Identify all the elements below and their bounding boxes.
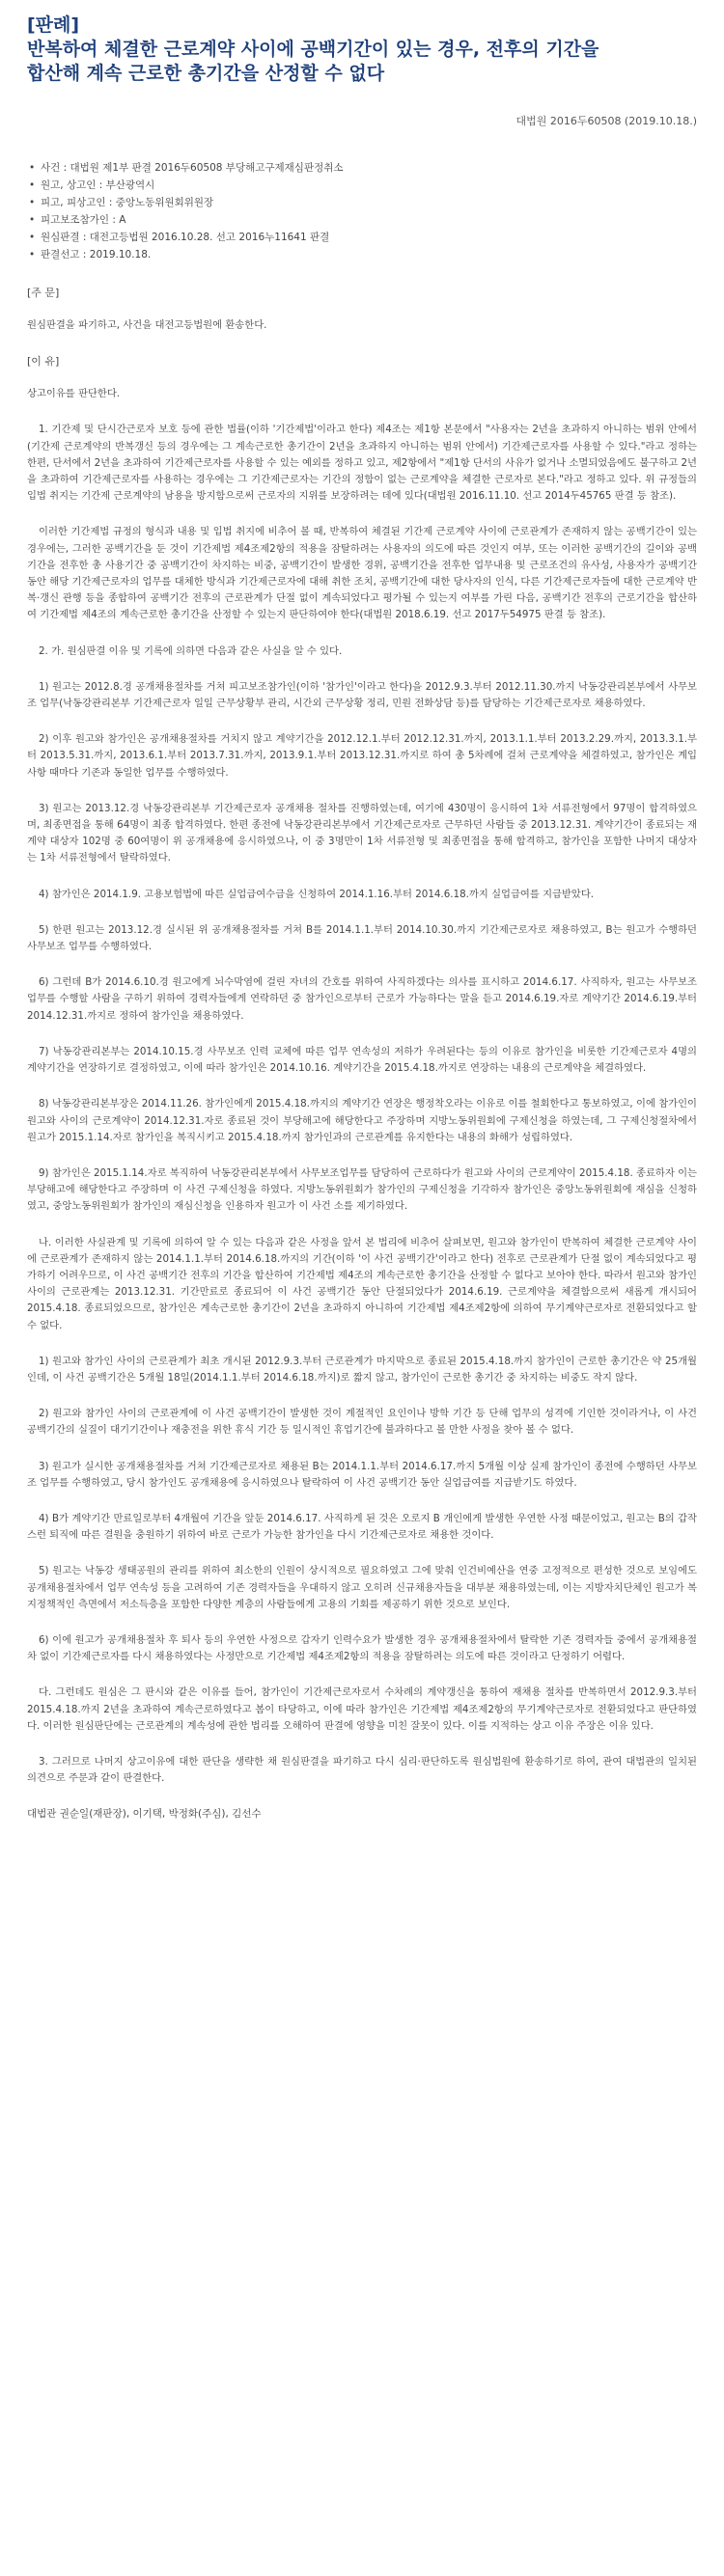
paragraph: 1. 기간제 및 단시간근로자 보호 등에 관한 법률(이하 '기간제법'이라고 한다) 제4조는 제1항 본문에서 "사용자는 2년을 초과하지 아니하는 범위 안에서(기간제 근로계약의 반복갱신 등의 경우에는 그 계속근로한 총기간이 2년을 초과하지 아니하는 범위 안에서) 기간제근로자를 사용할 수 있다."라고 정하는 한편, 단서에서 2년을 초과하여 기간제근로자를 사용할 수 있는 예외를 정하고 있고, 제2항에서 "제1항 단서의 사유가 없거나 소멸되었음에도 불구하고 2년을 초과하여 기간제근로자를 사용하는 경우에는 그 기간제근로자는 기간의 정함이 없는 근로계약을 체결한 근로자로 본다."라고 정하고 있다. 위 규정들의 입법 취지는 기간제 근로계약의 남용을 방지함으로써 근로자의 지위를 보장하려는 데에 있다(대법원 2016.11.10. 선고 2014두45765 판결 등 참조).: [27, 424, 697, 503]
meta-item-case: • 사건 : 대법원 제1부 판결 2016두60508 부당해고구제재심판정취소: [27, 159, 697, 177]
meta-item-lower-court: • 원심판결 : 대전고등법원 2016.10.28. 선고 2016누11641 판결: [27, 229, 697, 246]
case-reference: 대법원 2016두60508 (2019.10.18.): [515, 115, 697, 127]
meta-item-defendant: • 피고, 피상고인 : 중앙노동위원회위원장: [27, 194, 697, 211]
paragraph: 2. 가. 원심판결 이유 및 기록에 의하면 다음과 같은 사실을 알 수 있다.: [39, 644, 343, 657]
paragraph: 이러한 기간제법 규정의 형식과 내용 및 입법 취지에 비추어 볼 때, 반복하여 체결된 기간제 근로계약 사이에 근로관계가 존재하지 않는 공백기간이 있는 경우에는, 그러한 공백기간을 둔 것이 기간제법 제4조제2항의 적용을 잠탈하려는 사용자의 의도에 따른 것인지 여부, 또는 이러한 공백기간의 길이와 공백기간을 전후한 총 사용기간 중 공백기간이 차지하는 비중, 공백기간이 발생한 경위, 공백기간을 전후한 업무내용 및 근로조건의 유사성, 사용자가 공백기간 동안 해당 기간제근로자의 업무를 대체한 방식과 기간제근로자에 대해 취한 조치, 공백기간에 대한 당사자의 인식, 다른 기간제근로자들에 대한 근로계약 반복·갱신 관행 등을 종합하여 공백기간 전후의 근로관계가 단절 없이 계속되었다고 평가될 수 있는지 여부를 가린 다음, 공백기간 전후의 근로기간을 합산하여 기간제법 제4조의 계속근로한 총기간을 산정할 수 있는지 판단하여야 한다(대법원 2018.6.19. 선고 2017두54975 판결 등 참조).: [27, 526, 697, 621]
section-heading-order: [주 문]: [27, 287, 60, 299]
justices-signature: 대법관 권순일(재판장), 이기택, 박정화(주심), 김선수: [27, 1808, 262, 1821]
title-line: 합산해 계속 근로한 총기간을 산정할 수 없다: [27, 63, 385, 84]
meta-item-plaintiff: • 원고, 상고인 : 부산광역시: [27, 177, 697, 194]
paragraph: 3) 원고는 2013.12.경 낙동강관리본부 기간제근로자 공개채용 절차를 진행하였는데, 여기에 430명이 응시하여 1차 서류전형에서 97명이 합격하였으며, 최종면접을 통해 64명이 최종 합격하였다. 한편 종전에 낙동강관리본부에서 기간제근로자로 근무하던 사람들 중 2013.12.31. 계약기간이 종료되는 재계약 대상자 102명 중 60여명이 위 공개채용에 응시하였으나, 이 중 3명만이 1차 서류전형 및 최종면접을 통해 합격하고, 참가인을 포함한 나머지 대상자는 1차 서류전형에서 탈락하였다.: [27, 802, 697, 864]
reason-intro: 상고이유를 판단한다.: [27, 388, 121, 400]
paragraph: 4) B가 계약기간 만료일로부터 4개월여 기간을 앞둔 2014.6.17. 사직하게 된 것은 오로지 B 개인에게 발생한 우연한 사정 때문이었고, 원고는 B의 갑작스런 퇴직에 따른 결원을 충원하기 위하여 바로 근로가 가능한 참가인을 다시 기간제근로자로 채용한 것이다.: [27, 1512, 697, 1542]
order-text: 원심판결을 파기하고, 사건을 대전고등법원에 환송한다.: [27, 319, 267, 331]
title-tag: [판례]: [27, 14, 80, 36]
paragraph: 2) 이후 원고와 참가인은 공개채용절차를 거치지 않고 계약기간을 2012.12.1.부터 2012.12.31.까지, 2013.1.1.부터 2013.2.29.까지, 2013.3.1.부터 2013.5.31.까지, 2013.6.1.부터 2013.7.31.까지, 2013.9.1.부터 2013.12.31.까지로 하여 총 5차례에 걸쳐 근로계약을 체결하였고, 참가인은 계입사항 때마다 기존과 동일한 업무를 수행하였다.: [27, 733, 697, 779]
meta-item-decision-date: • 판결선고 : 2019.10.18.: [27, 246, 697, 263]
paragraph: 나. 이러한 사실관계 및 기록에 의하여 알 수 있는 다음과 같은 사정을 앞서 본 법리에 비추어 살펴보면, 원고와 참가인이 반복하여 체결한 근로계약 사이에 근로관계가 존재하지 않는 2014.1.1.부터 2014.6.18.까지의 기간(이하 '이 사건 공백기간'이라고 한다) 전후로 근로관계가 단절 없이 계속되었다고 평가하기 어려우므로, 이 사건 공백기간 전후의 기간을 합산하여 기간제법 제4조의 계속근로한 총기간을 산정할 수 없다고 보아야 한다. 따라서 원고와 참가인 사이의 근로관계는 2013.12.31. 기간만료로 종료되어 이 사건 공백기간 동안 단절되었다가 2014.6.19. 근로계약을 체결함으로써 새롭게 개시되어 2015.4.18. 종료되었으므로, 참가인은 계속근로한 총기간이 2년을 초과하지 아니하여 기간제법 제4조제2항에 의하여 무기계약근로자로 전환되었다고 할 수 없다.: [27, 1236, 697, 1331]
paragraph: 3. 그러므로 나머지 상고이유에 대한 판단을 생략한 채 원심판결을 파기하고 다시 심리·판단하도록 원심법원에 환송하기로 하여, 관여 대법관의 일치된 의견으로 주문과 같이 판결한다.: [27, 1755, 697, 1785]
case-metadata-list: [27, 159, 697, 263]
paragraph: 9) 참가인은 2015.1.14.자로 복직하여 낙동강관리본부에서 사무보조업무를 담당하여 근로하다가 원고와 사이의 근로계약이 2015.4.18. 종료하자 이는 부당해고에 해당한다고 주장하며 이 사건 구제신청을 하였다. 지방노동위원회가 참가인의 구제신청을 기각하자 참가인은 중앙노동위원회에 재심을 신청하였고, 중앙노동위원회가 참가인의 재심신청을 인용하자 원고가 이 사건 소를 제기하였다.: [27, 1166, 697, 1213]
paragraph: 6) 이에 원고가 공개채용절차 후 퇴사 등의 우연한 사정으로 갑자기 인력수요가 발생한 경우 공개채용절차에서 탈락한 기존 경력자들 중에서 공개채용절차 없이 기간제근로자를 다시 채용하였다는 사정만으로 기간제법 제4조제2항의 적용을 잠탈하려는 의도에 따른 것이라고 단정하기 어렵다.: [27, 1633, 697, 1663]
paragraph: 2) 원고와 참가인 사이의 근로관계에 이 사건 공백기간이 발생한 것이 계절적인 요인이나 방학 기간 등 단해 업무의 성격에 기인한 것이라거나, 이 사건 공백기간의 실질이 대기기간이나 재충전을 위한 휴식 기간 등 일시적인 휴업기간에 불과하다고 볼 만한 사정을 찾아 볼 수 없다.: [27, 1408, 697, 1437]
paragraph: 5) 원고는 낙동강 생태공원의 관리를 위하여 최소한의 인원이 상시적으로 필요하였고 그에 맞춰 인건비예산을 연중 고정적으로 편성한 것으로 보임에도 공개채용절차에서 업무 연속성 등을 고려하여 기존 경력자들을 우대하지 않고 오히려 신규채용자들을 대부분 채용하였는데, 이는 지방자치단체인 원고가 복지정책적인 측면에서 저소득층을 포함한 다양한 계층의 사람들에게 고용의 기회를 제공하기 위한 것으로 보인다.: [27, 1565, 697, 1610]
paragraph: 8) 낙동강관리본부장은 2014.11.26. 참가인에게 2015.4.18.까지의 계약기간 연장은 행정착오라는 이유로 이를 철회한다고 통보하였고, 이에 참가인이 원고와 사이의 근로계약이 2014.12.31.자로 종료된 것이 부당해고에 해당한다고 주장하며 지방노동위원회에 구제신청을 하였는데, 그 구제신청절차에서 원고가 2015.1.14.자로 참가인을 복직시키고 2015.4.18.까지 참가인과의 근로관계를 유지한다는 내용의 화해가 성립하였다.: [27, 1098, 697, 1143]
paragraph: 1) 원고는 2012.8.경 공개채용절차를 거쳐 피고보조참가인(이하 '참가인'이라고 한다)을 2012.9.3.부터 2012.11.30.까지 낙동강관리본부에서 사무보조 업무(낙동강관리본부 기간제근로자 일일 근무상황부 관리, 시간외 근무상황 정리, 민원 전화상담 등)를 담당하는 기간제근로자로 채용하였다.: [27, 680, 697, 710]
title-line: 반복하여 체결한 근로계약 사이에 공백기간이 있는 경우, 전후의 기간을: [27, 39, 599, 60]
section-heading-reason: [이 유]: [27, 355, 60, 369]
paragraph: 5) 한편 원고는 2013.12.경 실시된 위 공개채용절차를 거쳐 B를 2014.1.1.부터 2014.10.30.까지 기간제근로자로 채용하였고, B는 원고가 수행하던 사무보조 업무를 수행하였다.: [27, 923, 697, 953]
meta-item-intervenor: • 피고보조참가인 : A: [27, 211, 697, 229]
document-title: [27, 14, 697, 86]
paragraph: 3) 원고가 실시한 공개채용절차를 거쳐 기간제근로자로 채용된 B는 2014.1.1.부터 2014.6.17.까지 5개월 이상 실제 참가인이 종전에 수행하던 사무보조 업무를 수행하였고, 당시 참가인도 공개채용에 응시하였으나 탈락하여 이 사건 공백기간 동안 실업급여를 지급받기도 하였다.: [27, 1460, 697, 1489]
paragraph: 다. 그런데도 원심은 그 판시와 같은 이유를 들어, 참가인이 기간제근로자로서 수차례의 계약갱신을 통하여 재채용 절차를 반복하면서 2012.9.3.부터 2015.4.18.까지 2년을 초과하여 계속근로하였다고 봄이 타당하고, 이에 따라 참가인은 기간제법 제4조제2항의 무기계약근로자로 전환되었다고 판단하였다. 이러한 원심판단에는 근로관계의 계속성에 관한 법리를 오해하여 판결에 영향을 미친 잘못이 있다. 이를 지적하는 상고 이유 주장은 이유 있다.: [27, 1686, 697, 1732]
paragraph: 6) 그런데 B가 2014.6.10.경 원고에게 뇌수막염에 걸린 자녀의 간호를 위하여 사직하겠다는 의사를 표시하고 2014.6.17. 사직하자, 원고는 사무보조 업무를 수행할 사람을 구하기 위하여 경력자들에게 연락하던 중 참가인으로부터 근로가 가능하다는 말을 듣고 2014.6.19.자로 계약기간 2014.6.19.부터 2014.12.31.까지로 정하여 참가인을 채용하였다.: [27, 976, 697, 1022]
paragraph: 1) 원고와 참가인 사이의 근로관계가 최초 개시된 2012.9.3.부터 근로관계가 마지막으로 종료된 2015.4.18.까지 참가인이 근로한 총기간은 약 25개월인데, 이 사건 공백기간은 5개월 18일(2014.1.1.부터 2014.6.18.까지)로 짧지 않고, 참가인이 근로한 총기간 중 차지하는 비중도 작지 않다.: [27, 1355, 697, 1384]
paragraph: 4) 참가인은 2014.1.9. 고용보험법에 따른 실업급여수급을 신청하여 2014.1.16.부터 2014.6.18.까지 실업급여를 지급받았다.: [39, 888, 595, 900]
paragraph: 7) 낙동강관리본부는 2014.10.15.경 사무보조 인력 교체에 따른 업무 연속성의 저하가 우려된다는 등의 이유로 참가인을 비롯한 기간제근로자 4명의 계약기간을 연장하기로 결정하였고, 이에 따라 참가인은 2014.10.16. 계약기간을 2015.4.18.까지로 연장하는 내용의 근로계약을 체결하였다.: [27, 1045, 697, 1075]
